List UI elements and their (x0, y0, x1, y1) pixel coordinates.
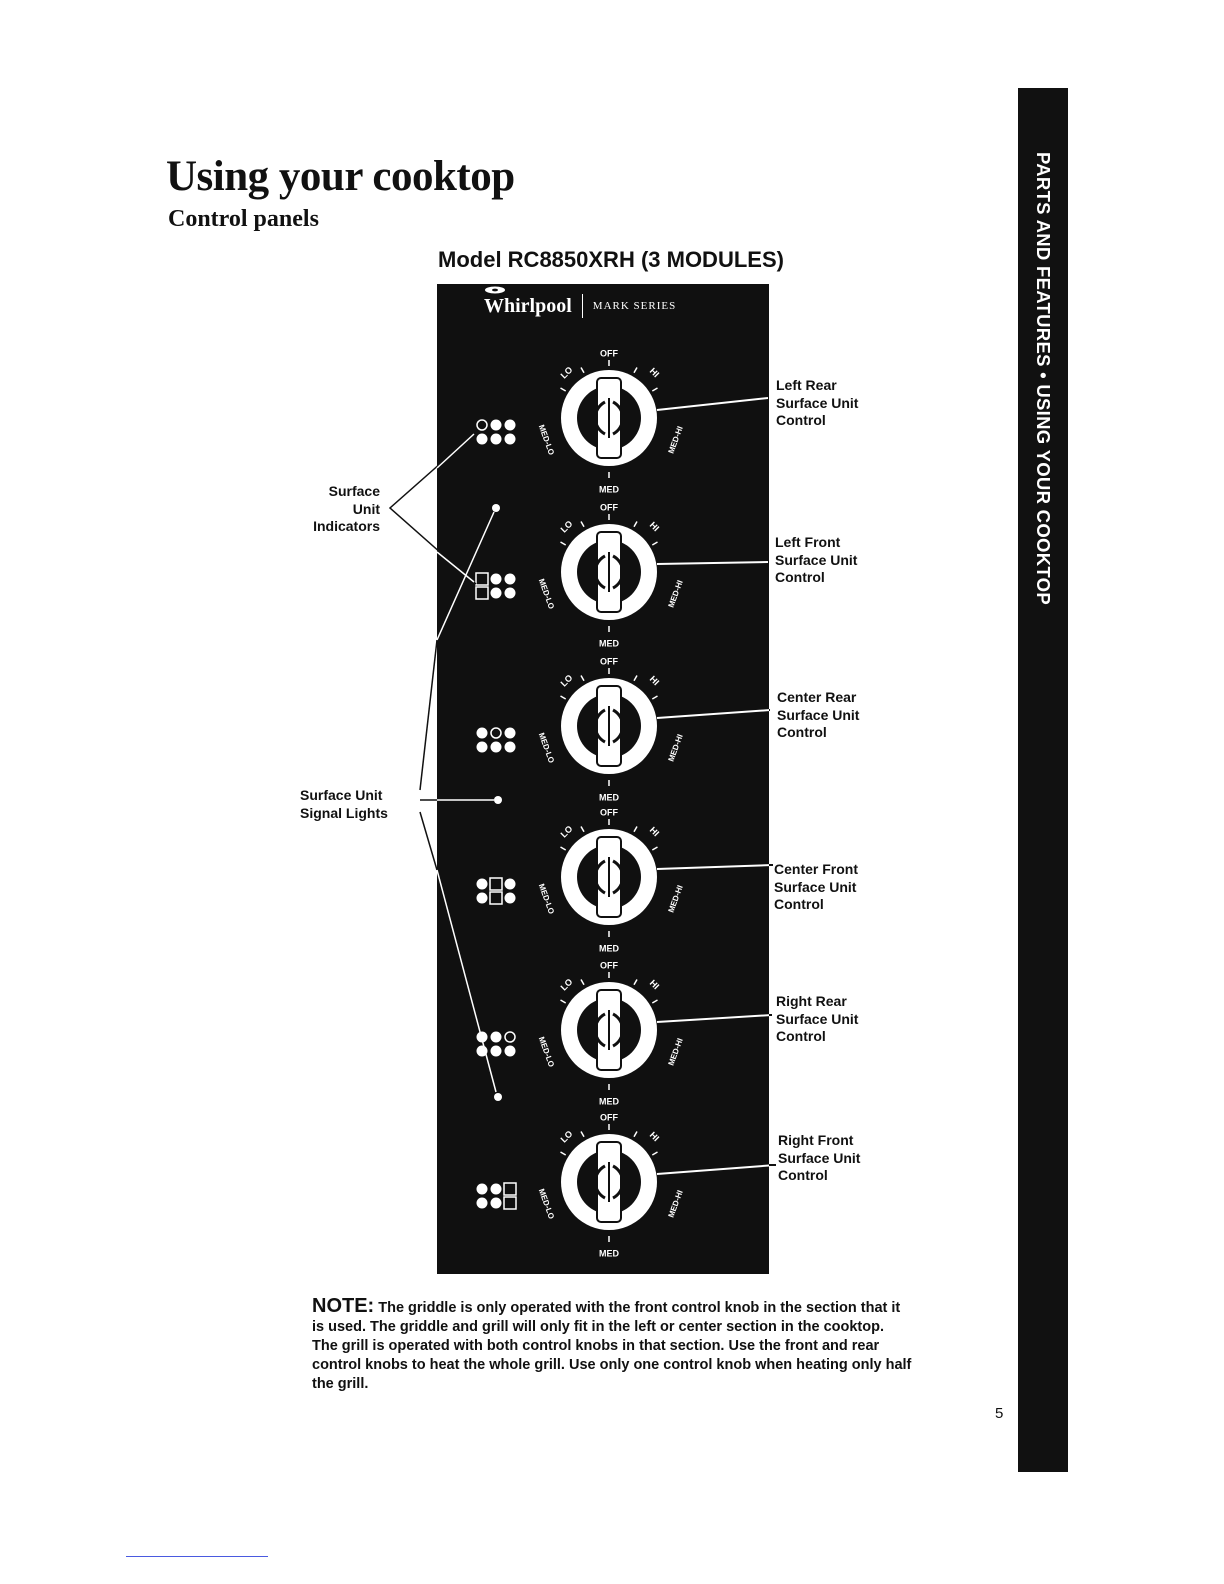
signal-light (492, 504, 500, 512)
dial-label-med-lo: MED-LO (536, 882, 556, 916)
callout-line: Surface Unit (778, 1149, 861, 1166)
footer-rule (126, 1556, 268, 1557)
dial-label-off: OFF (600, 1112, 618, 1123)
indicator-dot (491, 420, 502, 431)
indicator-square (504, 1183, 516, 1195)
indicator-dot-hollow (491, 728, 501, 738)
indicator-dot (505, 1046, 516, 1057)
indicator-dot (491, 1184, 502, 1195)
dial-label-lo: LO (558, 364, 575, 381)
dial-label-lo: LO (558, 976, 575, 993)
indicator-dot (477, 728, 488, 739)
dial-tick (634, 368, 637, 373)
callout-line: Surface (328, 483, 380, 499)
dial-label-med: MED (599, 484, 619, 495)
indicator-dot (505, 434, 516, 445)
dial-tick (652, 696, 657, 699)
callout-line: Control (776, 412, 826, 428)
dial-tick (634, 980, 637, 985)
indicator-dot (491, 1198, 502, 1209)
indicator-leader-line (437, 434, 474, 468)
dial-label-med: MED (599, 1096, 619, 1107)
callout-line: Center Front (774, 861, 858, 877)
dial-label-off: OFF (600, 348, 618, 359)
indicator-dot (491, 588, 502, 599)
callout-line: Right Front (778, 1132, 854, 1148)
leader-line (657, 1165, 776, 1174)
left-rear-control-callout (776, 377, 858, 430)
dial-label-hi: HI (647, 1129, 662, 1144)
indicator-dot (505, 728, 516, 739)
dial-tick (581, 827, 584, 832)
indicator-dot (491, 434, 502, 445)
dial-label-lo: LO (558, 672, 575, 689)
note-keyword: NOTE: (312, 1295, 375, 1317)
model-heading: Model RC8850XRH (3 MODULES) (438, 247, 784, 272)
indicator-leader-line (437, 552, 474, 582)
note-paragraph (312, 1297, 912, 1394)
indicator-dot (505, 588, 516, 599)
indicator-dot (477, 893, 488, 904)
dial-tick (581, 522, 584, 527)
dial-label-lo: LO (558, 518, 575, 535)
dial-tick (561, 847, 566, 850)
dial-label-med-lo: MED-LO (536, 1187, 556, 1221)
side-tab-label: PARTS AND FEATURES • USING YOUR COOKTOP (1033, 152, 1054, 605)
dial-label-med-hi: MED-HI (666, 1036, 685, 1067)
dial-tick (581, 1132, 584, 1137)
page-title: Using your cooktop (166, 153, 515, 200)
left-front-control-callout (775, 534, 857, 587)
center-rear-control-callout (777, 689, 859, 742)
signal-leader-line (437, 512, 494, 640)
indicator-square (504, 1197, 516, 1209)
callout-line: Surface Unit (777, 706, 860, 723)
dial-label-med-lo: MED-LO (536, 731, 556, 765)
indicator-dot (477, 434, 488, 445)
dial-tick (561, 696, 566, 699)
indicator-dot (477, 1198, 488, 1209)
signal-lights-callout (300, 787, 388, 822)
callout-line: Control (776, 1028, 826, 1044)
dial-tick (652, 1000, 657, 1003)
callout-line: Left Rear (776, 377, 837, 393)
dial-label-hi: HI (647, 365, 662, 380)
dial-label-off: OFF (600, 502, 618, 513)
indicator-dot (477, 879, 488, 890)
dial-tick (581, 980, 584, 985)
callout-line: Right Rear (776, 993, 847, 1009)
dial-label-med-lo: MED-LO (536, 1035, 556, 1069)
dial-label-med-hi: MED-HI (666, 578, 685, 609)
indicator-dot-hollow (505, 1032, 515, 1042)
indicator-dot (505, 420, 516, 431)
dial-tick (581, 368, 584, 373)
dial-label-hi: HI (647, 977, 662, 992)
dial-label-lo: LO (558, 1128, 575, 1145)
dial-tick (652, 847, 657, 850)
dial-tick (634, 827, 637, 832)
indicator-dot (477, 1184, 488, 1195)
indicator-dot (491, 574, 502, 585)
callout-line: Control (774, 896, 824, 912)
callout-line: Surface Unit (776, 1010, 859, 1027)
signal-leader-line (420, 812, 437, 870)
dial-tick (581, 676, 584, 681)
callout-line: Surface Unit (775, 551, 858, 568)
indicator-dot (477, 742, 488, 753)
indicator-square (476, 573, 488, 585)
indicator-dot (505, 574, 516, 585)
dial-label-off: OFF (600, 960, 618, 971)
indicator-dot (505, 879, 516, 890)
indicator-dot (505, 893, 516, 904)
dial-tick (652, 542, 657, 545)
dial-label-med: MED (599, 943, 619, 954)
callout-line: Left Front (775, 534, 841, 550)
indicator-dot (491, 742, 502, 753)
callout-line: Surface Unit (300, 787, 383, 803)
dial-tick (652, 1152, 657, 1155)
indicator-square (490, 878, 502, 890)
indicators-callout (300, 483, 380, 536)
page-subtitle: Control panels (168, 206, 319, 232)
indicator-dot (505, 742, 516, 753)
callout-line: Surface Unit (776, 394, 859, 411)
indicator-dot-hollow (477, 420, 487, 430)
dial-label-off: OFF (600, 807, 618, 818)
page-number: 5 (995, 1405, 1004, 1422)
callout-line: Surface Unit (774, 878, 857, 895)
dial-tick (561, 1152, 566, 1155)
leader-line (657, 562, 768, 564)
dial-label-med-hi: MED-HI (666, 1188, 685, 1219)
dial-label-med-lo: MED-LO (536, 577, 556, 611)
note-text: The griddle is only operated with the front control knob in the section that it is used. The griddle and grill will only fit in the left or center section in the cooktop. The grill is operated with both control knobs in that section. Use the front and rear control knobs to heat the whole grill. Use only one control knob when heating only half the grill. (312, 1300, 912, 1392)
dial-label-med-hi: MED-HI (666, 883, 685, 914)
dial-tick (634, 1132, 637, 1137)
indicator-dot (491, 1046, 502, 1057)
signal-leader-line (420, 640, 437, 790)
leader-line (657, 398, 768, 410)
callout-line: Unit (352, 500, 380, 517)
leader-line (657, 710, 770, 718)
right-front-control-callout (778, 1132, 860, 1185)
signal-leader-line (437, 870, 496, 1092)
dial-tick (652, 388, 657, 391)
dial-label-med: MED (599, 792, 619, 803)
right-rear-control-callout (776, 993, 858, 1046)
indicator-dot (491, 1032, 502, 1043)
dial-tick (561, 542, 566, 545)
dial-tick (561, 388, 566, 391)
dial-label-lo: LO (558, 823, 575, 840)
signal-light (494, 796, 502, 804)
callout-line: Indicators (313, 518, 380, 534)
dial-tick (634, 522, 637, 527)
dial-label-hi: HI (647, 673, 662, 688)
callout-line: Control (775, 569, 825, 585)
dial-label-med: MED (599, 1248, 619, 1259)
center-front-control-callout (774, 861, 858, 914)
callout-line: Signal Lights (300, 804, 388, 821)
callout-line: Control (778, 1167, 828, 1183)
leader-line (657, 865, 773, 869)
dial-label-hi: HI (647, 519, 662, 534)
dial-label-hi: HI (647, 824, 662, 839)
indicator-square (476, 587, 488, 599)
brand-name: Whirlpool (484, 294, 572, 317)
indicator-square (490, 892, 502, 904)
dial-label-med-hi: MED-HI (666, 424, 685, 455)
dial-label-med-hi: MED-HI (666, 732, 685, 763)
dial-label-off: OFF (600, 656, 618, 667)
callout-line: Center Rear (777, 689, 857, 705)
brand-series: MARK SERIES (592, 300, 677, 312)
dial-label-med-lo: MED-LO (536, 423, 556, 457)
dial-label-med: MED (599, 638, 619, 649)
dial-tick (634, 676, 637, 681)
dial-tick (561, 1000, 566, 1003)
indicator-leader-line (390, 432, 476, 584)
callout-line: Control (777, 724, 827, 740)
leader-line (657, 1015, 772, 1022)
signal-light (494, 1093, 502, 1101)
